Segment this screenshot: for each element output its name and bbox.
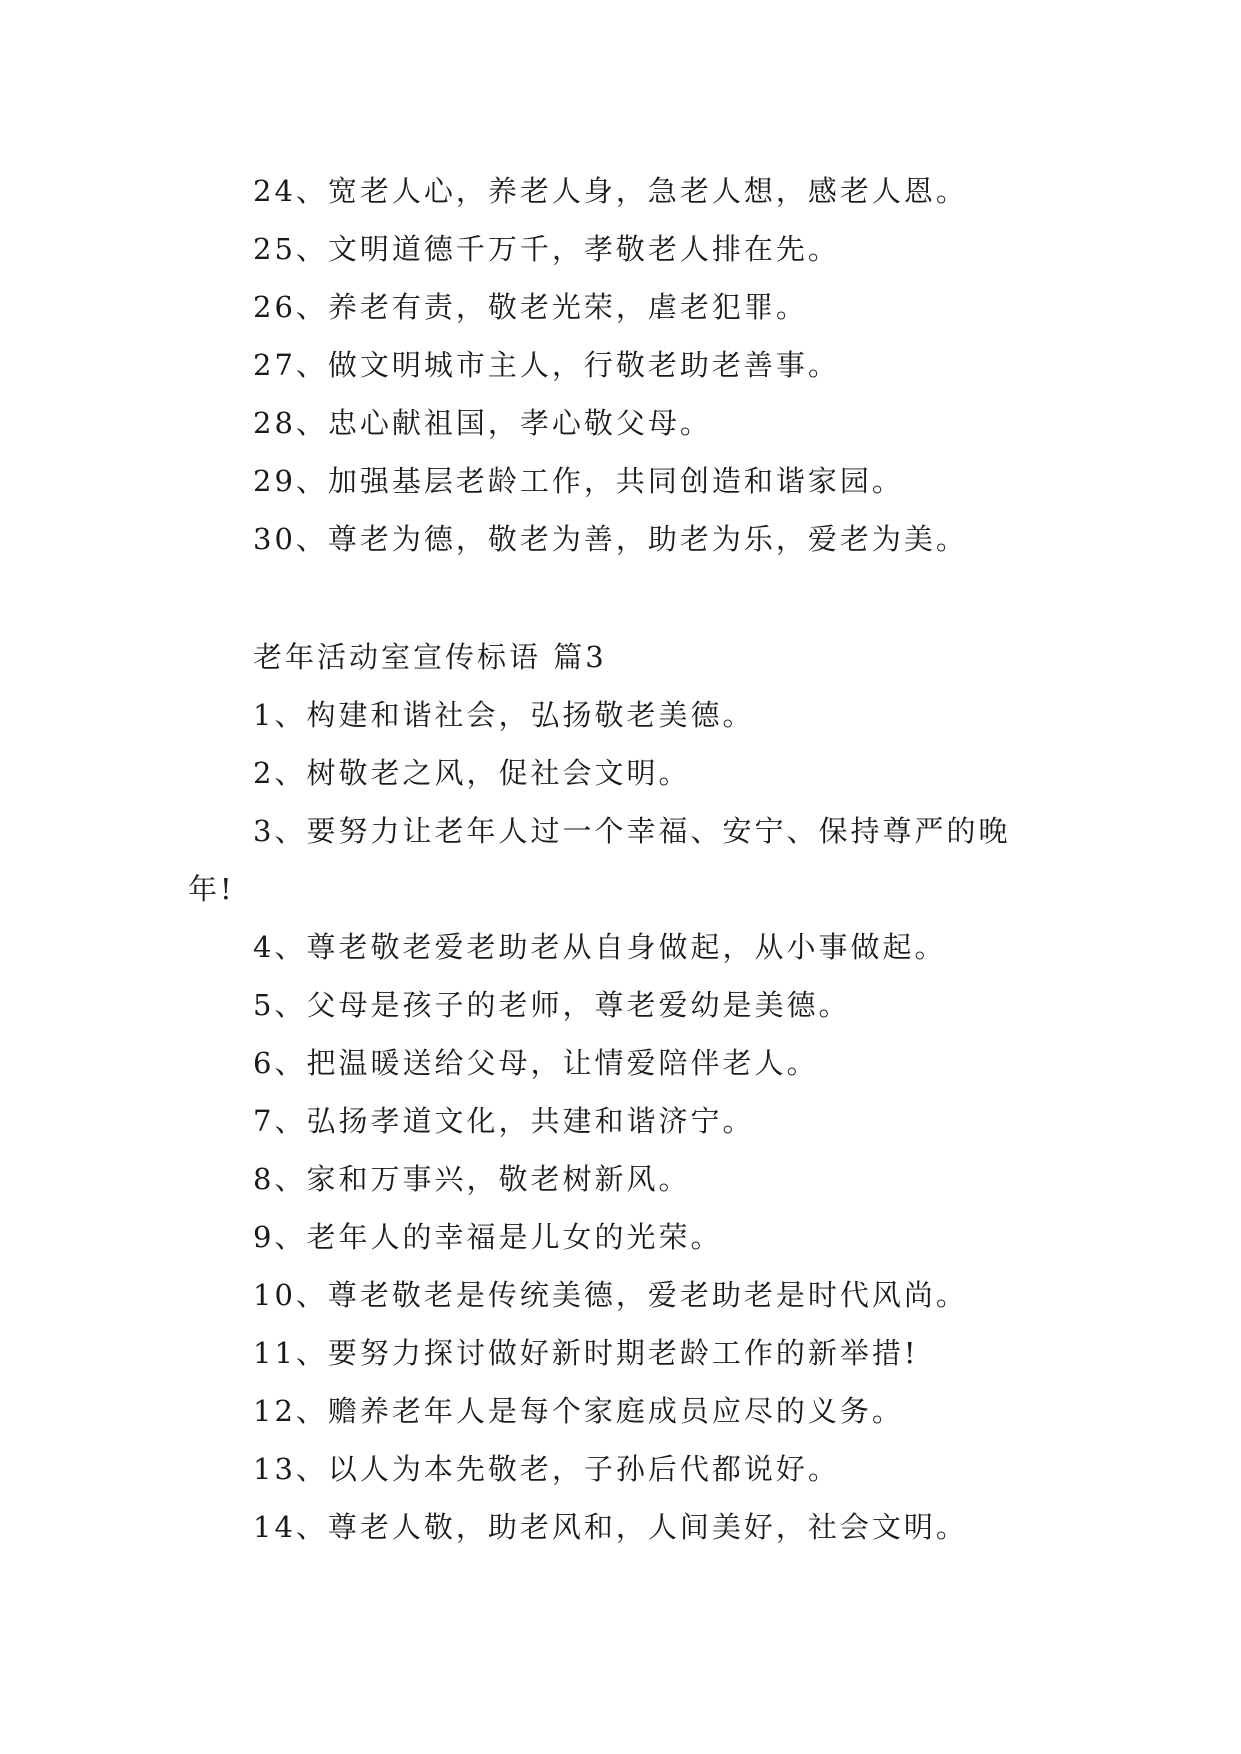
list-item: 30、尊老为德，敬老为善，助老为乐，爱老为美。	[253, 522, 968, 556]
list-item: 7、弘扬孝道文化，共建和谐济宁。	[253, 1104, 755, 1138]
list-item: 2、树敬老之风，促社会文明。	[253, 756, 691, 790]
list-item: 28、忠心献祖国，孝心敬父母。	[253, 406, 712, 440]
slogan-list-section-2	[0, 162, 1241, 568]
list-item: 5、父母是孩子的老师，尊老爱幼是美德。	[253, 988, 851, 1022]
list-item-wrapped	[0, 802, 1053, 918]
slogan-list-section-3	[0, 628, 1241, 1556]
list-item: 10、尊老敬老是传统美德，爱老助老是时代风尚。	[253, 1278, 968, 1312]
list-item: 24、宽老人心，养老人身，急老人想，感老人恩。	[253, 174, 968, 208]
list-item: 9、老年人的幸福是儿女的光荣。	[253, 1220, 723, 1254]
list-item: 29、加强基层老龄工作，共同创造和谐家园。	[253, 464, 904, 498]
list-item: 26、养老有责，敬老光荣，虐老犯罪。	[253, 290, 808, 324]
list-item: 25、文明道德千万千，孝敬老人排在先。	[253, 232, 840, 266]
list-item: 1、构建和谐社会，弘扬敬老美德。	[253, 698, 755, 732]
list-item-line: 3、要努力让老年人过一个幸福、安宁、保持尊严的晚	[253, 814, 1011, 848]
list-item: 6、把温暖送给父母，让情爱陪伴老人。	[253, 1046, 819, 1080]
list-item: 27、做文明城市主人，行敬老助老善事。	[253, 348, 840, 382]
section-heading: 老年活动室宣传标语 篇3	[253, 640, 607, 674]
list-item-continuation: 年!	[188, 872, 235, 906]
list-item: 14、尊老人敬，助老风和，人间美好，社会文明。	[253, 1510, 968, 1544]
list-item: 4、尊老敬老爱老助老从自身做起，从小事做起。	[253, 930, 947, 964]
list-item: 12、赡养老年人是每个家庭成员应尽的义务。	[253, 1394, 904, 1428]
list-item: 8、家和万事兴，敬老树新风。	[253, 1162, 691, 1196]
list-item: 11、要努力探讨做好新时期老龄工作的新举措!	[253, 1336, 919, 1370]
list-item: 13、以人为本先敬老，子孙后代都说好。	[253, 1452, 840, 1486]
